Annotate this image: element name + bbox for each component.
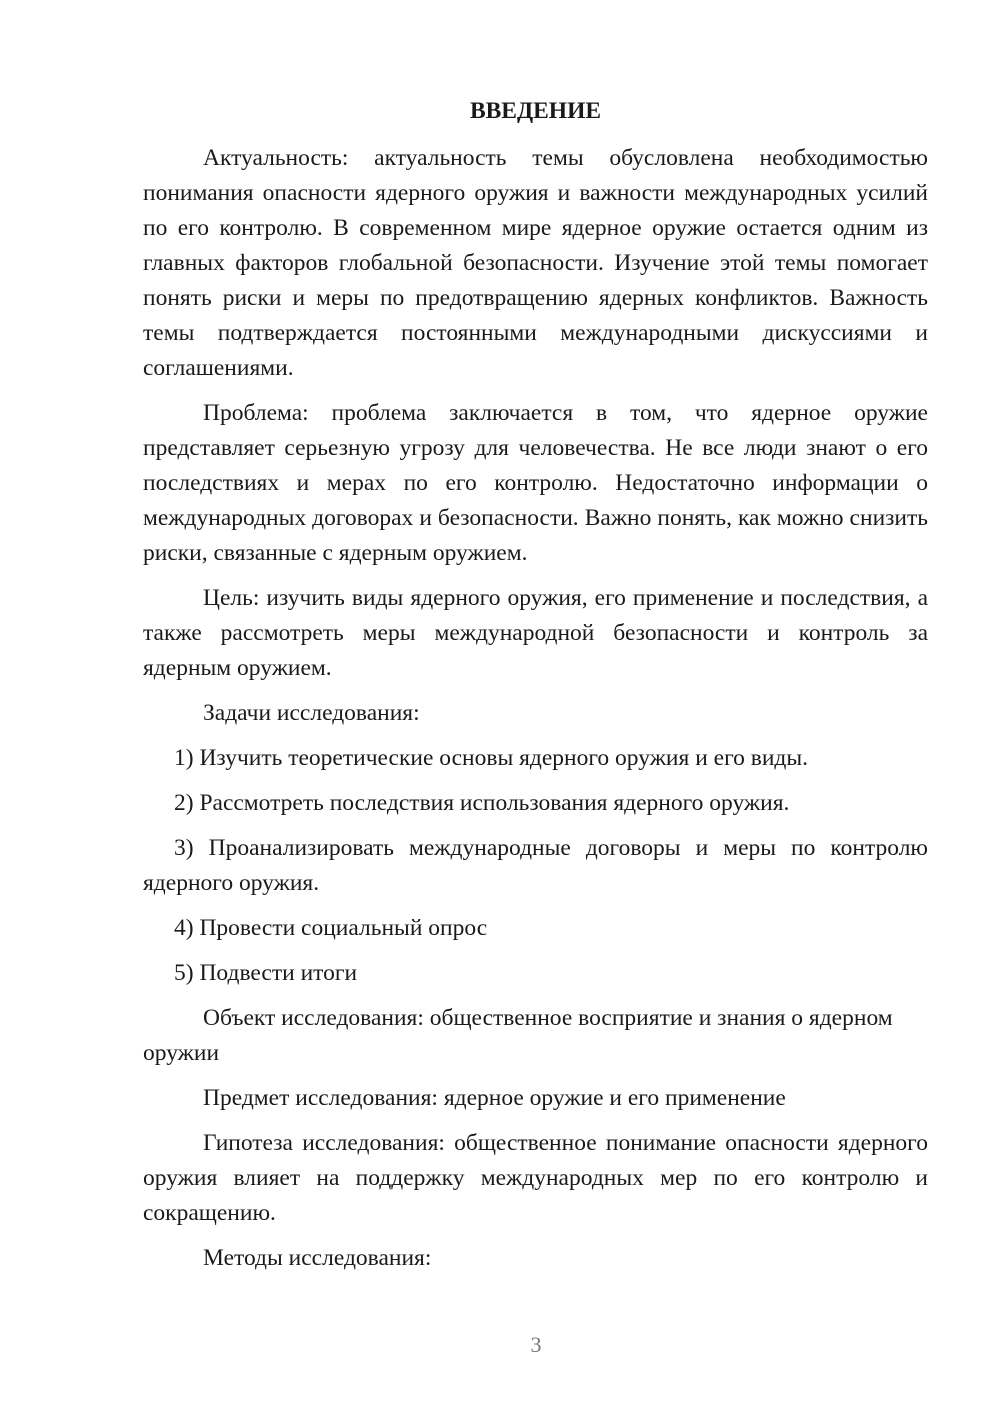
tasks-heading: Задачи исследования: [203, 700, 420, 726]
problem-paragraph: Проблема: проблема заключается в том, что ядерное оружие представляет серьезную угрозу для человечества. Не все люди знают о его последствиях и мерах по его контролю. Недостаточно информации о международных договорах и безопасности. Важно понять, как можно снизить риски, связанные с ядерным оружием. [143, 400, 928, 566]
subject-paragraph: Предмет исследования: ядерное оружие и его применение [203, 1085, 786, 1111]
page-content [143, 94, 928, 1286]
page-number: 3 [530, 1332, 542, 1357]
task-item-3: 3) Проанализировать международные договоры и меры по контролю ядерного оружия. [143, 835, 928, 896]
goal-paragraph: Цель: изучить виды ядерного оружия, его применение и последствия, а также рассмотреть меры международной безопасности и контроль за ядерным оружием. [143, 585, 928, 681]
object-paragraph: Объект исследования: общественное восприятие и знания о ядерном оружии [143, 1005, 893, 1066]
hypothesis-paragraph: Гипотеза исследования: общественное понимание опасности ядерного оружия влияет на поддержку международных мер по его контролю и сокращению. [143, 1130, 928, 1226]
task-item-2: 2) Рассмотреть последствия использования ядерного оружия. [174, 790, 790, 816]
task-item-4: 4) Провести социальный опрос [174, 915, 488, 941]
task-item-5: 5) Подвести итоги [174, 960, 358, 986]
task-item-1: 1) Изучить теоретические основы ядерного оружия и его виды. [174, 745, 809, 771]
relevance-paragraph: Актуальность: актуальность темы обусловлена необходимостью понимания опасности ядерного оружия и важности международных усилий по его контролю. В современном мире ядерное оружие остается одним из главных факторов глобальной безопасности. Изучение этой темы помогает понять риски и меры по предотвращению ядерных конфликтов. Важность темы подтверждается постоянными международными дискуссиями и соглашениями. [143, 145, 928, 381]
methods-heading: Методы исследования: [203, 1245, 432, 1271]
page-title: ВВЕДЕНИЕ [469, 98, 602, 124]
